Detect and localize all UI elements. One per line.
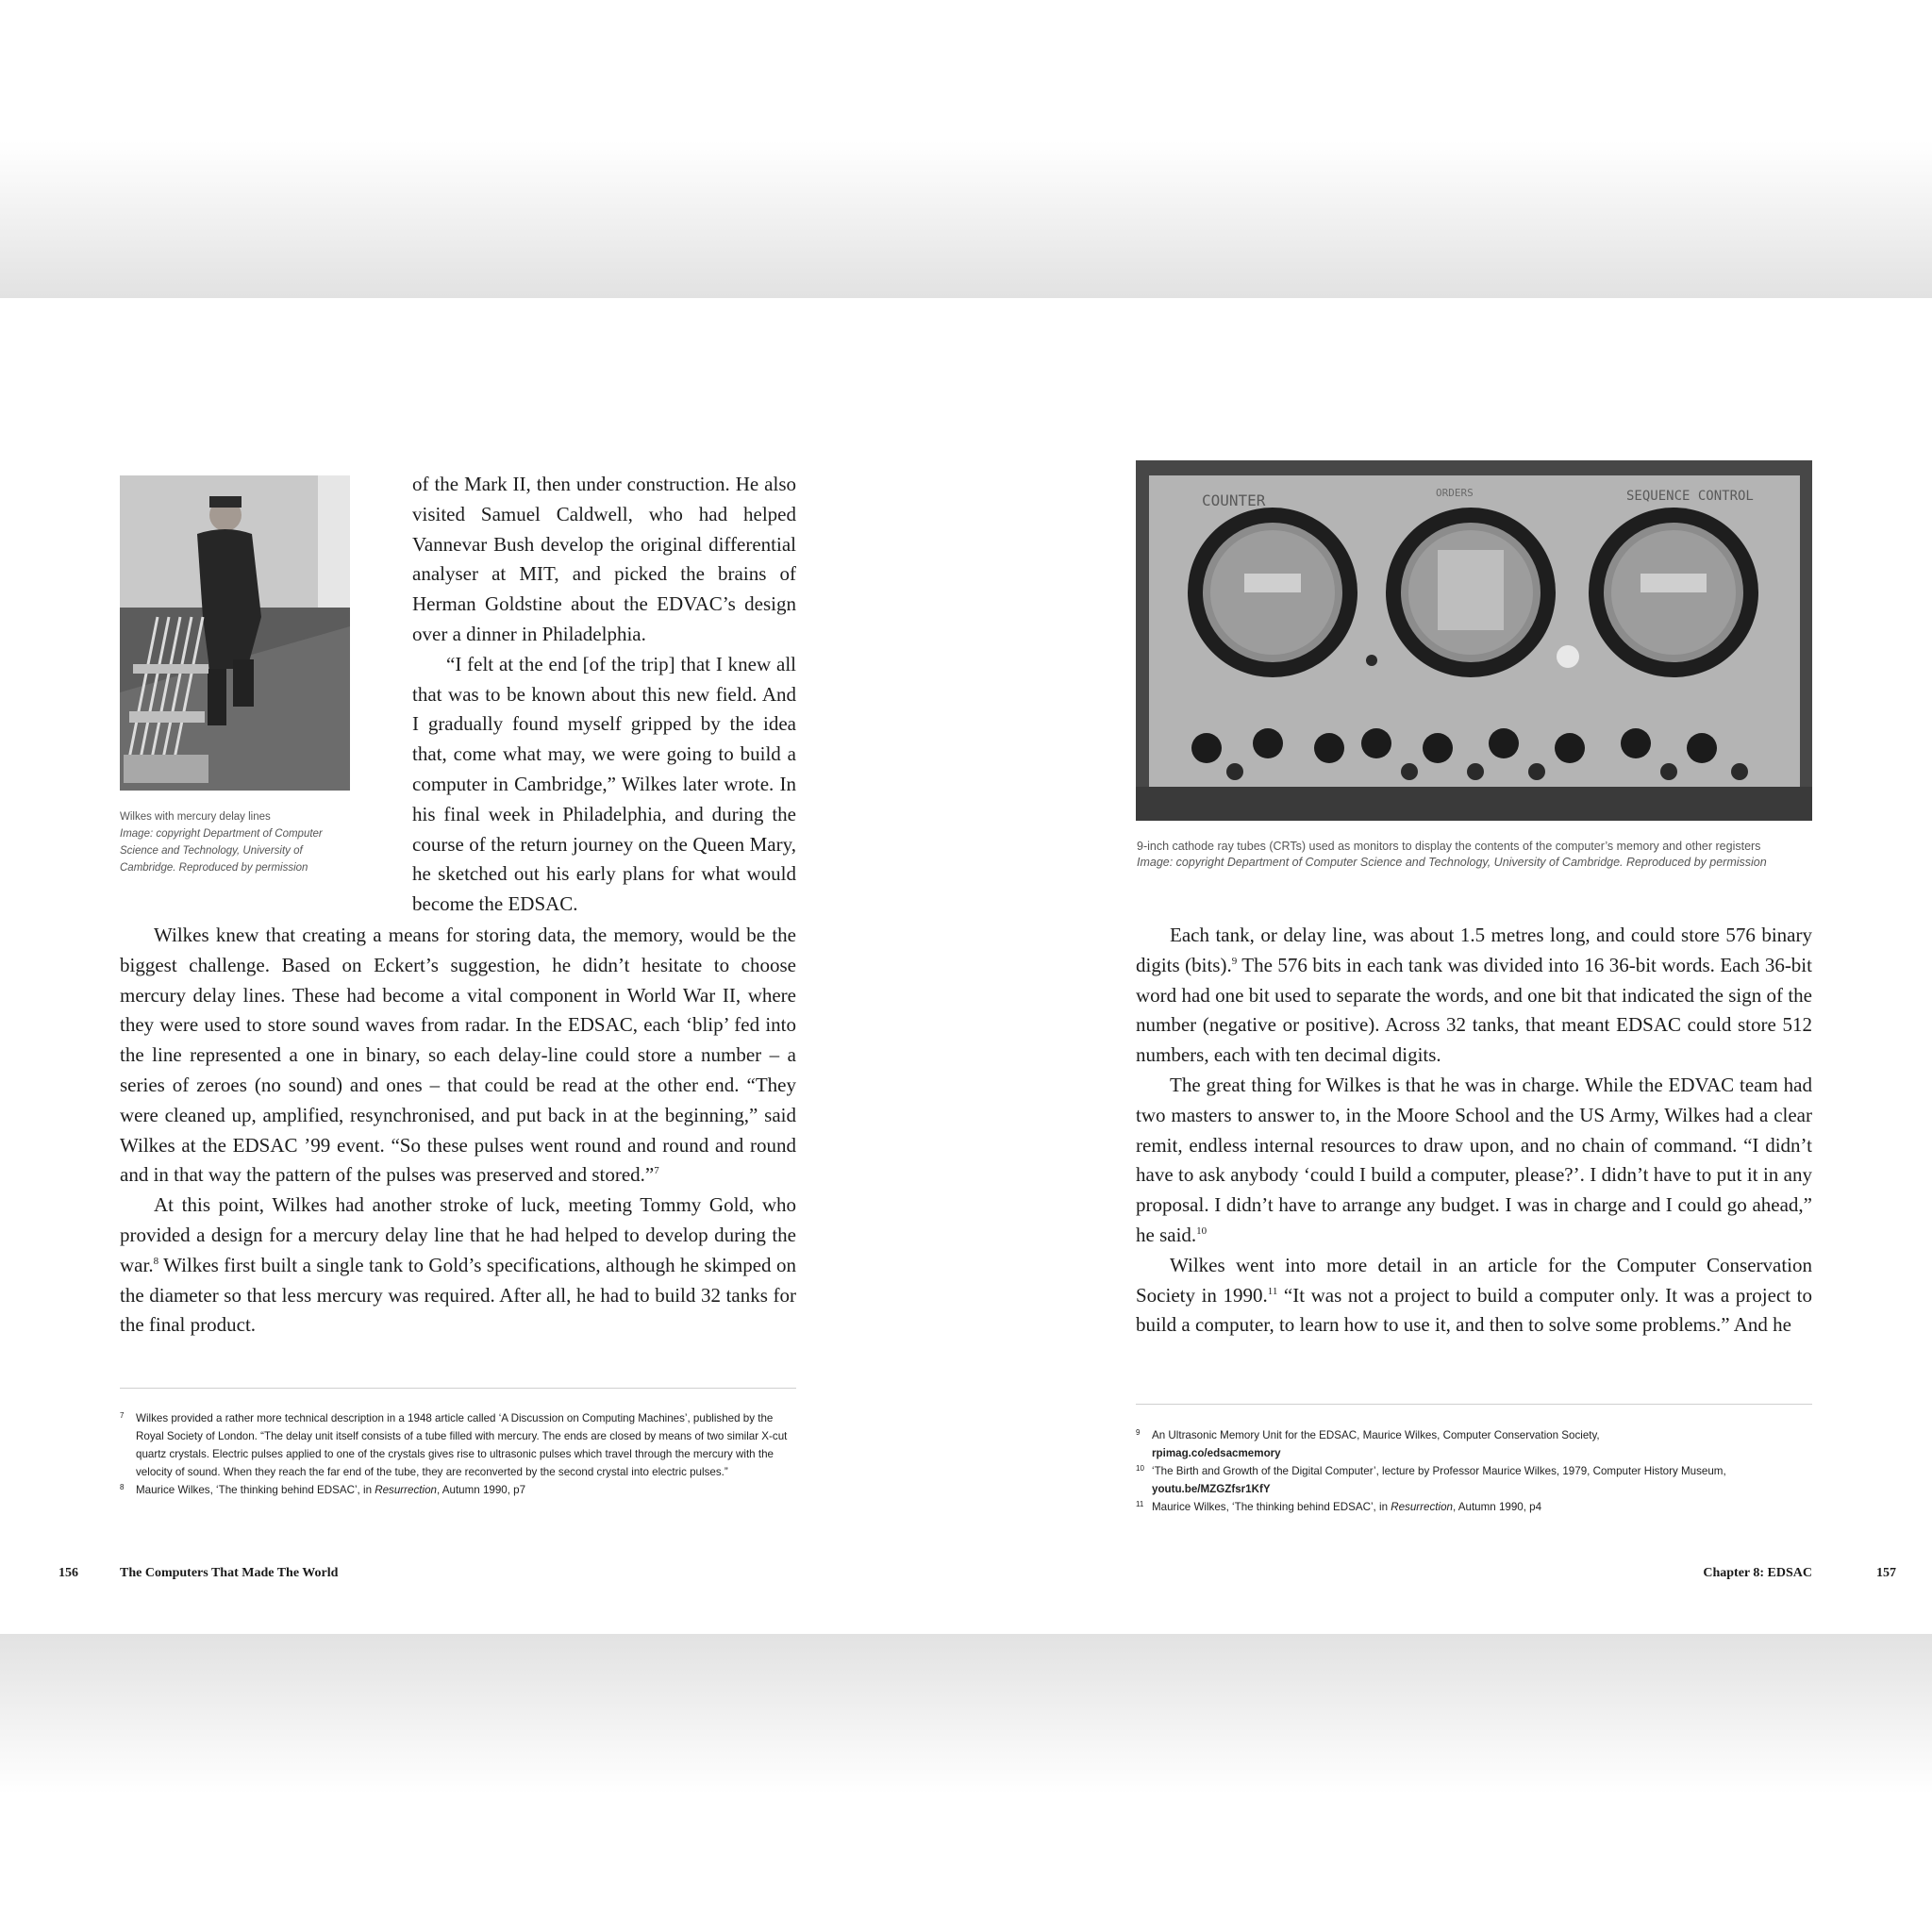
footnote-number: 10 (1136, 1464, 1144, 1473)
paragraph (1136, 1071, 1812, 1251)
footnote-text: Wilkes provided a rather more technical description in a 1948 article called ‘A Discussion on Computing Machines’, published by the Royal Society of London. “The delay unit itself consists of a tube filled with mercury. The ends are closed by means of two similar X-cut quartz crystals. Electric pulses applied to one of the crystals gives rise to ultrasonic pulses which travel through the mercury with the velocity of sound. When they reach the far end of the tube, they are reconverted by the second crystal into electric pulses.” (136, 1412, 788, 1478)
footnote (120, 1409, 796, 1481)
caption-title: 9-inch cathode ray tubes (CRTs) used as monitors to display the contents of the computer’s memory and other registers (1137, 840, 1761, 853)
footnote (1136, 1498, 1812, 1516)
wilkes-mercury-delay-lines-photo (120, 475, 350, 791)
footnote-ref[interactable]: 7 (654, 1165, 659, 1177)
footnote (1136, 1426, 1812, 1462)
left-page (0, 298, 966, 1634)
footnote (1136, 1462, 1812, 1498)
paragraph (1136, 1251, 1812, 1341)
publication-title: Resurrection (1391, 1501, 1453, 1513)
crt-label: ORDERS (1436, 487, 1474, 499)
right-page (966, 298, 1932, 1634)
footnote-number: 8 (120, 1483, 125, 1491)
paragraph-text: The great thing for Wilkes is that he was in charge. While the EDVAC team had two masters to answer to, in the Moore School and the US Army, Wilkes had a clear remit, endless internal resources to draw upon, and no chain of command. “I didn’t have to ask anybody ‘could I build a computer, please?’. I didn’t have to put it in any proposal. I didn’t have to arrange any budget. I was in charge and I could go ahead,” he said. (1136, 1073, 1812, 1246)
running-head: The Computers That Made The World (120, 1566, 339, 1580)
caption-credit-line: Cambridge. Reproduced by permission (120, 862, 308, 874)
paragraph-text: Wilkes first built a single tank to Gold’s specifications, although he skimped on the diameter so that less mercury was required. After all, he had to build 32 tanks for the final product. (120, 1253, 796, 1337)
narrow-text-column (412, 470, 796, 920)
crt-label: COUNTER (1202, 491, 1266, 509)
footnotes (1136, 1426, 1812, 1516)
full-text-column (120, 921, 796, 1341)
paragraph: “I felt at the end [of the trip] that I knew all that was to be known about this new field. And I gradually found myself gripped by the idea that, come what may, we were going to build a computer in Cambridge,” Wilkes later wrote. In his final week in Philadelphia, and during the course of the return journey on the Queen Mary, he sketched out his early plans for what would become the EDSAC. (412, 652, 796, 916)
paragraph (1136, 921, 1812, 1071)
photo-caption (1137, 839, 1816, 871)
text-column (1136, 921, 1812, 1341)
footnote (120, 1481, 796, 1499)
book-spread (0, 298, 1932, 1634)
footnote-number: 9 (1136, 1428, 1141, 1437)
footnote-link[interactable]: youtu.be/MZGZfsr1KfY (1152, 1483, 1271, 1495)
footnote-ref[interactable]: 8 (153, 1255, 159, 1267)
footnote-divider (1136, 1404, 1812, 1405)
paragraph (120, 921, 796, 1191)
caption-credit-line: Image: copyright Department of Computer (120, 828, 323, 840)
paragraph-text: “It was not a project to build a computer only. It was a project to build a computer, to learn how to use it, and then to solve some problems.” And he (1136, 1283, 1813, 1337)
footnote-number: 11 (1136, 1500, 1144, 1508)
footnote-ref[interactable]: 11 (1267, 1285, 1278, 1297)
footnote-text: , Autumn 1990, p4 (1452, 1501, 1542, 1513)
footnote-divider (120, 1388, 796, 1389)
footnote-text: Maurice Wilkes, ‘The thinking behind EDSAC’, in (1152, 1501, 1391, 1513)
publication-title: Resurrection (375, 1484, 437, 1496)
footnote-text: An Ultrasonic Memory Unit for the EDSAC, Maurice Wilkes, Computer Conservation Society, (1152, 1429, 1600, 1441)
background-shadow-top (0, 0, 1932, 298)
paragraph-text: Wilkes went into more detail in an article for the Computer Conservation Society in 1990. (1136, 1253, 1812, 1307)
paragraph-text: Each tank, or delay line, was about 1.5 metres long, and could store 576 binary digits (bits). (1136, 924, 1812, 976)
caption-credit: Image: copyright Department of Computer Science and Technology, University of Cambridge. Reproduced by permission (1137, 856, 1767, 869)
footnote-text: , Autumn 1990, p7 (436, 1484, 526, 1496)
footnote-number: 7 (120, 1411, 125, 1420)
footnote-link[interactable]: rpimag.co/edsacmemory (1152, 1447, 1281, 1459)
footnote-ref[interactable]: 10 (1196, 1224, 1208, 1237)
photo-caption (120, 808, 346, 876)
crt-monitors-photo (1136, 460, 1812, 821)
caption-credit-line: Science and Technology, University of (120, 845, 303, 857)
caption-title: Wilkes with mercury delay lines (120, 811, 271, 823)
crt-label: SEQUENCE CONTROL (1626, 489, 1754, 504)
page-number: 156 (58, 1566, 78, 1580)
page-number: 157 (1876, 1566, 1896, 1580)
paragraph (120, 1191, 796, 1341)
paragraph-text: Wilkes knew that creating a means for storing data, the memory, would be the biggest challenge. Based on Eckert’s suggestion, he didn’t hesitate to choose mercury delay lines. These had become a vital component in World War II, where they were used to store sound waves from radar. In the EDSAC, each ‘blip’ fed into the line represented a one in binary, so each delay-line could store a number – a series of zeroes (no sound) and ones – that could be read at the other end. “They were cleaned up, amplified, resynchronised, and put back in at the beginning,” said Wilkes at the EDSAC ’99 event. “So these pulses went round and round and round and in that way the pattern of the pulses was preserved and stored.” (120, 924, 796, 1187)
running-head: Chapter 8: EDSAC (1703, 1566, 1812, 1580)
background-shadow-bottom (0, 1634, 1932, 1932)
paragraph: of the Mark II, then under construction. He also visited Samuel Caldwell, who had helped Vannevar Bush develop the original differential analyser at MIT, and picked the brains of Herman Goldstine about the EDVAC’s design over a dinner in Philadelphia. (412, 473, 796, 645)
footnote-text: Maurice Wilkes, ‘The thinking behind EDSAC’, in (136, 1484, 375, 1496)
footnote-text: ‘The Birth and Growth of the Digital Computer’, lecture by Professor Maurice Wilkes, 1979, Computer History Museum, (1152, 1465, 1726, 1477)
footnotes (120, 1409, 796, 1499)
paragraph-text: The 576 bits in each tank was divided into 16 36-bit words. Each 36-bit word had one bit used to separate the words, and one bit that indicated the sign of the number (negative or positive). Across 32 tanks, that meant EDSAC could store 512 numbers, each with ten decimal digits. (1136, 953, 1812, 1067)
paragraph-text: At this point, Wilkes had another stroke of luck, meeting Tommy Gold, who provided a design for a mercury delay line that he had helped to develop during the war. (120, 1193, 796, 1276)
footnote-ref[interactable]: 9 (1231, 955, 1238, 967)
